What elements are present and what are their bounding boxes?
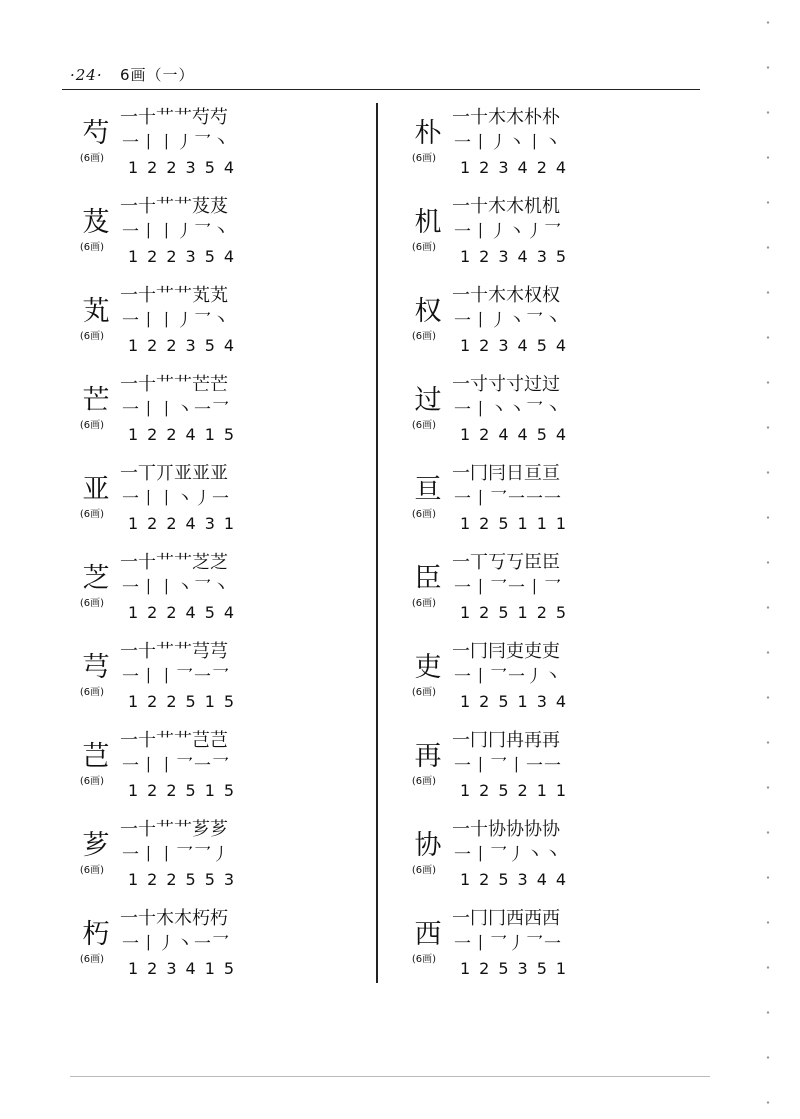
stroke-count-tag: (6画) <box>411 687 437 698</box>
stroke-count-tag: (6画) <box>79 687 105 698</box>
stroke-count-tag: (6画) <box>79 598 105 609</box>
header-rule <box>62 89 700 90</box>
stroke-codes: 122515 <box>128 692 244 711</box>
headword: 芗 <box>82 830 110 861</box>
character-entry <box>402 726 702 815</box>
character-entry <box>402 637 702 726</box>
stroke-count-tag: (6画) <box>411 776 437 787</box>
stroke-sequence: 一十艹艹芍芍 <box>120 107 228 128</box>
stroke-count-tag: (6画) <box>79 776 105 787</box>
stroke-sequence: 一十艹艹芨芨 <box>120 196 228 217</box>
stroke-codes: 122553 <box>128 870 244 889</box>
headword: 亚 <box>82 474 110 505</box>
headword: 芒 <box>82 385 110 416</box>
section-title: 6画（一） <box>119 66 195 84</box>
character-entry <box>402 192 702 281</box>
stroke-count-tag: (6画) <box>79 242 105 253</box>
footer-rule <box>70 1076 710 1077</box>
right-column <box>402 103 702 993</box>
stroke-shapes: 一丨乛一丨乛 <box>454 578 562 598</box>
stroke-shapes: 一丨乛丿乛一 <box>454 934 562 954</box>
stroke-sequence: 一十木木朽朽 <box>120 908 228 929</box>
page-number: ·24· <box>70 66 103 84</box>
stroke-sequence: 一十木木权权 <box>452 285 560 306</box>
stroke-sequence: 一十艹艹芎芎 <box>120 641 228 662</box>
stroke-count-tag: (6画) <box>411 420 437 431</box>
stroke-count-tag: (6画) <box>79 331 105 342</box>
stroke-shapes: 一丨丨乛一乛 <box>122 667 230 687</box>
stroke-count-tag: (6画) <box>79 865 105 876</box>
stroke-shapes: 一丨丨丿乛丶 <box>122 222 230 242</box>
stroke-codes: 123435 <box>460 247 576 266</box>
stroke-shapes: 一丨乛一一一 <box>454 489 562 509</box>
headword: 芎 <box>82 652 110 683</box>
character-entry <box>70 548 370 637</box>
stroke-sequence: 一丅丌亚亚亚 <box>120 463 228 484</box>
stroke-shapes: 一丨丨丿乛丶 <box>122 311 230 331</box>
stroke-codes: 123424 <box>460 158 576 177</box>
stroke-sequence: 一十艹艹芄芄 <box>120 285 228 306</box>
stroke-sequence: 一丅丂丂臣臣 <box>452 552 560 573</box>
character-entry <box>70 726 370 815</box>
stroke-sequence: 一十木木机机 <box>452 196 560 217</box>
headword: 亘 <box>414 474 442 505</box>
stroke-shapes: 一丨丿丶一乛 <box>122 934 230 954</box>
stroke-count-tag: (6画) <box>79 509 105 520</box>
stroke-shapes: 一丨丨丶一乛 <box>122 400 230 420</box>
left-column <box>70 103 370 993</box>
headword: 吏 <box>414 652 442 683</box>
character-entry <box>70 637 370 726</box>
character-entry <box>402 370 702 459</box>
stroke-codes: 125125 <box>460 603 576 622</box>
character-entry <box>402 281 702 370</box>
character-entry <box>402 103 702 192</box>
character-entry <box>402 459 702 548</box>
stroke-shapes: 一丨丨丶乛丶 <box>122 578 230 598</box>
stroke-codes: 122415 <box>128 425 244 444</box>
headword: 芍 <box>82 118 110 149</box>
stroke-codes: 122454 <box>128 603 244 622</box>
stroke-count-tag: (6画) <box>79 420 105 431</box>
character-entry <box>402 815 702 904</box>
character-entry <box>70 192 370 281</box>
character-entry <box>70 370 370 459</box>
stroke-shapes: 一丨乛丿丶丶 <box>454 845 562 865</box>
headword: 协 <box>414 830 442 861</box>
stroke-sequence: 一冂冃日亘亘 <box>452 463 560 484</box>
page-header <box>70 64 194 85</box>
stroke-shapes: 一丨丶丶乛丶 <box>454 400 562 420</box>
stroke-codes: 123454 <box>460 336 576 355</box>
headword: 臣 <box>414 563 442 594</box>
character-entry <box>402 904 702 993</box>
headword: 机 <box>414 207 442 238</box>
stroke-sequence: 一十艹艹芑芑 <box>120 730 228 751</box>
character-entry <box>70 815 370 904</box>
stroke-count-tag: (6画) <box>411 865 437 876</box>
stroke-count-tag: (6画) <box>79 954 105 965</box>
stroke-sequence: 一十木木朴朴 <box>452 107 560 128</box>
stroke-codes: 125211 <box>460 781 576 800</box>
stroke-shapes: 一丨乛一丿丶 <box>454 667 562 687</box>
stroke-sequence: 一寸寸寸过过 <box>452 374 560 395</box>
headword: 芨 <box>82 207 110 238</box>
stroke-shapes: 一丨丿丶丿乛 <box>454 222 562 242</box>
stroke-sequence: 一十协协协协 <box>452 819 560 840</box>
stroke-codes: 122354 <box>128 336 244 355</box>
stroke-shapes: 一丨丨乛一乛 <box>122 756 230 776</box>
character-entry <box>402 548 702 637</box>
stroke-shapes: 一丨丿丶丨丶 <box>454 133 562 153</box>
character-entry <box>70 103 370 192</box>
headword: 芑 <box>82 741 110 772</box>
stroke-codes: 122515 <box>128 781 244 800</box>
headword: 朽 <box>82 919 110 950</box>
stroke-sequence: 一十艹艹芗芗 <box>120 819 228 840</box>
stroke-count-tag: (6画) <box>411 242 437 253</box>
stroke-codes: 125351 <box>460 959 576 978</box>
stroke-count-tag: (6画) <box>79 153 105 164</box>
stroke-codes: 124454 <box>460 425 576 444</box>
headword: 芝 <box>82 563 110 594</box>
stroke-codes: 125134 <box>460 692 576 711</box>
stroke-sequence: 一冂冃吏吏吏 <box>452 641 560 662</box>
stroke-codes: 123415 <box>128 959 244 978</box>
stroke-shapes: 一丨丨丿乛丶 <box>122 133 230 153</box>
stroke-sequence: 一十艹艹芒芒 <box>120 374 228 395</box>
headword: 朴 <box>414 118 442 149</box>
stroke-sequence: 一十艹艹芝芝 <box>120 552 228 573</box>
headword: 过 <box>414 385 442 416</box>
scan-edge-marks <box>765 0 771 1119</box>
stroke-shapes: 一丨丨丶丿一 <box>122 489 230 509</box>
stroke-codes: 122354 <box>128 158 244 177</box>
stroke-codes: 125344 <box>460 870 576 889</box>
stroke-count-tag: (6画) <box>411 153 437 164</box>
stroke-sequence: 一冂冂冉再再 <box>452 730 560 751</box>
stroke-shapes: 一丨乛丨一一 <box>454 756 562 776</box>
headword: 权 <box>414 296 442 327</box>
stroke-shapes: 一丨丨乛乛丿 <box>122 845 230 865</box>
stroke-count-tag: (6画) <box>411 598 437 609</box>
headword: 芄 <box>82 296 110 327</box>
stroke-codes: 122354 <box>128 247 244 266</box>
character-entry <box>70 281 370 370</box>
headword: 西 <box>414 919 442 950</box>
stroke-sequence: 一冂冂西西西 <box>452 908 560 929</box>
character-entry <box>70 459 370 548</box>
stroke-shapes: 一丨丿丶乛丶 <box>454 311 562 331</box>
column-divider <box>376 103 378 983</box>
stroke-count-tag: (6画) <box>411 954 437 965</box>
stroke-count-tag: (6画) <box>411 331 437 342</box>
character-entry <box>70 904 370 993</box>
stroke-codes: 122431 <box>128 514 244 533</box>
headword: 再 <box>414 741 442 772</box>
stroke-count-tag: (6画) <box>411 509 437 520</box>
stroke-codes: 125111 <box>460 514 576 533</box>
